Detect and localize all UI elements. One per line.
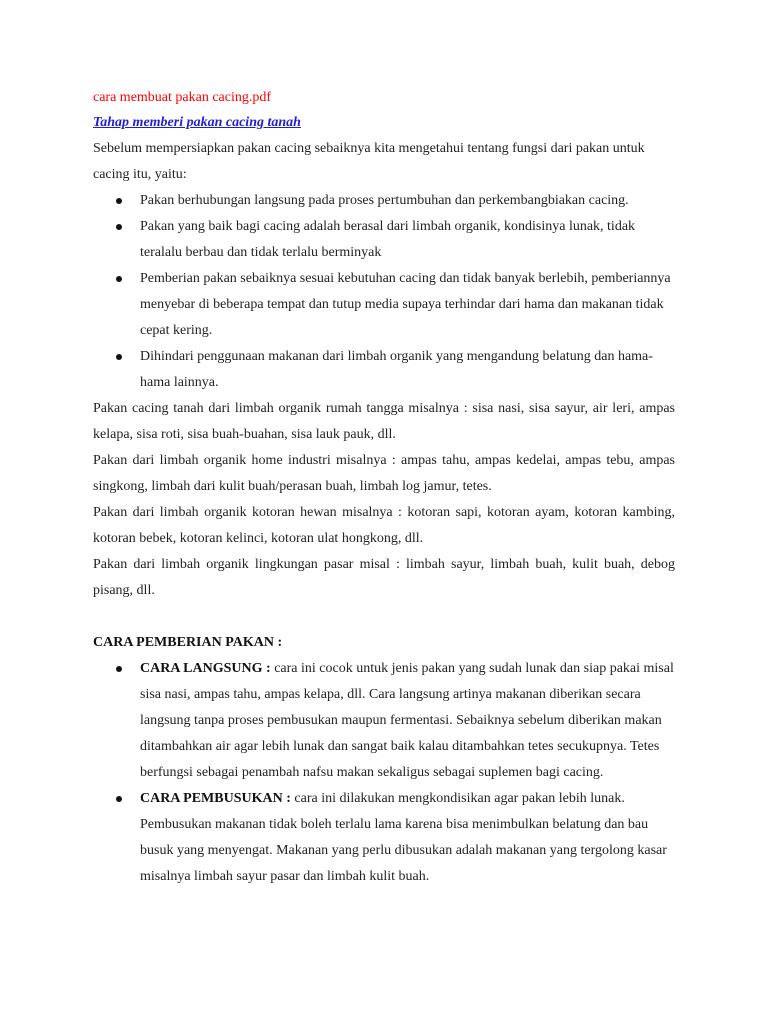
bullet-icon	[116, 276, 122, 282]
list-item-text: Dihindari penggunaan makanan dari limbah organik yang mengandung belatung dan hama-hama lainnya.	[140, 349, 653, 390]
document-page	[93, 86, 675, 890]
bullet-icon	[116, 666, 122, 672]
home-industry-paragraph: Pakan dari limbah organik home industri misalnya : ampas tahu, ampas kedelai, ampas tebu, ampas singkong, limbah dari kulit buah/perasan buah, limbah log jamur, tetes.	[93, 453, 675, 494]
animal-waste-paragraph: Pakan dari limbah organik kotoran hewan misalnya : kotoran sapi, kotoran ayam, kotoran kambing, kotoran bebek, kotoran kelinci, kotoran ulat hongkong, dll.	[93, 505, 675, 546]
method-label: CARA PEMBUSUKAN :	[140, 791, 291, 806]
list-item	[93, 214, 675, 266]
heading-link[interactable]: Tahap memberi pakan cacing tanah	[93, 115, 301, 130]
list-item	[93, 188, 675, 214]
section-title: CARA PEMBERIAN PAKAN :	[93, 635, 283, 650]
document-filename: cara membuat pakan cacing.pdf	[93, 90, 272, 105]
list-item	[93, 786, 675, 890]
bullet-icon	[116, 796, 122, 802]
function-bullet-list	[93, 188, 675, 396]
bullet-icon	[116, 354, 122, 360]
list-item	[93, 266, 675, 344]
method-text: cara ini dilakukan mengkondisikan agar pakan lebih lunak. Pembusukan makanan tidak boleh terlalu lama karena bisa menimbulkan belatung dan bau busuk yang menyengat. Makanan yang perlu dibusukan adalah makanan yang tergolong kasar misalnya limbah sayur pasar dan limbah kulit buah.	[140, 791, 667, 884]
list-item	[93, 656, 675, 786]
bullet-icon	[116, 198, 122, 204]
household-waste-paragraph: Pakan cacing tanah dari limbah organik rumah tangga misalnya : sisa nasi, sisa sayur, air leri, ampas kelapa, sisa roti, sisa buah-buahan, sisa lauk pauk, dll.	[93, 401, 675, 442]
method-text: cara ini cocok untuk jenis pakan yang sudah lunak dan siap pakai misal sisa nasi, ampas tahu, ampas kelapa, dll. Cara langsung artinya makanan diberikan secara langsung tanpa proses pembusukan maupun fermentasi. Sebaiknya sebelum diberikan makan ditambahkan air agar lebih lunak dan sangat baik kalau ditambahkan tetes secukupnya. Tetes berfungsi sebagai penambah nafsu makan sekaligus sebagai suplemen bagi cacing.	[140, 661, 674, 780]
market-waste-paragraph: Pakan dari limbah organik lingkungan pasar misal : limbah sayur, limbah buah, kulit buah, debog pisang, dll.	[93, 557, 675, 598]
list-item-text: Pemberian pakan sebaiknya sesuai kebutuhan cacing dan tidak banyak berlebih, pemberiannya menyebar di beberapa tempat dan tutup media supaya terhindar dari hama dan makanan tidak cepat kering.	[140, 271, 671, 338]
method-bullet-list	[93, 656, 675, 890]
method-label: CARA LANGSUNG :	[140, 661, 271, 676]
list-item	[93, 344, 675, 396]
list-item-text: Pakan berhubungan langsung pada proses pertumbuhan dan perkembangbiakan cacing.	[140, 193, 629, 208]
list-item-text: Pakan yang baik bagi cacing adalah berasal dari limbah organik, kondisinya lunak, tidak teralalu berbau dan tidak terlalu berminyak	[140, 219, 636, 260]
bullet-icon	[116, 224, 122, 230]
blank-line	[93, 604, 675, 630]
intro-paragraph: Sebelum mempersiapkan pakan cacing sebaiknya kita mengetahui tentang fungsi dari pakan untuk cacing itu, yaitu:	[93, 141, 645, 182]
